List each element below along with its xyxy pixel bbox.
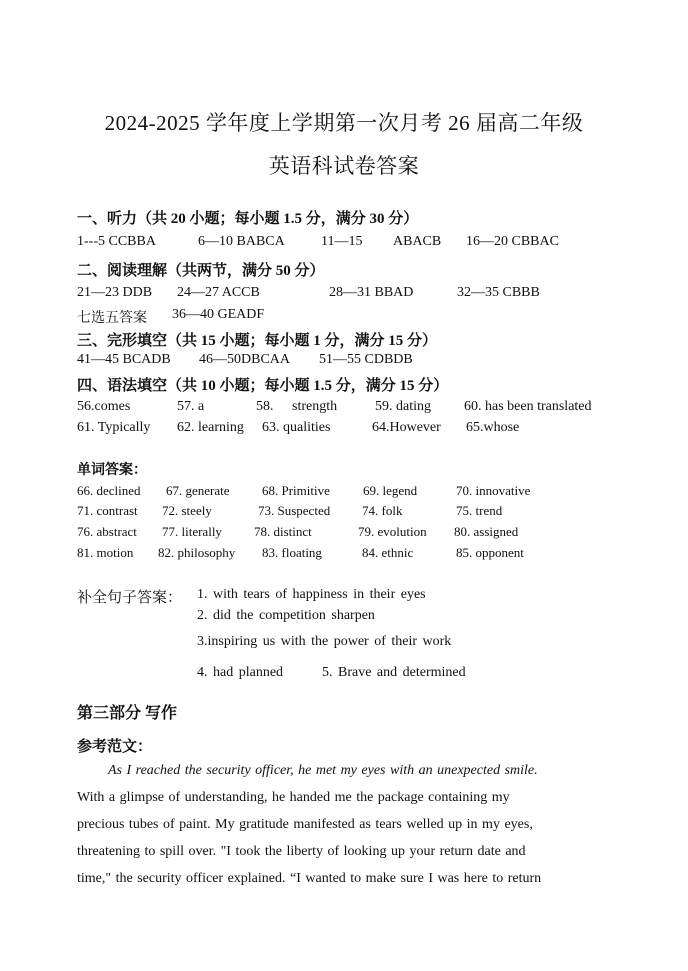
essay-first-line: As I reached the security officer, he met my eyes with an unexpected smile. xyxy=(108,763,538,778)
grammar-answer: 64.However xyxy=(372,420,441,435)
grammar-answer: 57. a xyxy=(177,399,205,414)
vocab-answer: 81. motion xyxy=(77,545,134,560)
reading-answer: 28—31 BBAD xyxy=(329,285,414,300)
essay-line: precious tubes of paint. My gratitude manifested as tears welled up in my eyes, xyxy=(77,817,533,832)
vocab-answer: 80. assigned xyxy=(454,524,519,539)
reading-answer: 21—23 DDB xyxy=(77,285,153,300)
sentence-answer: 5. Brave and determined xyxy=(322,665,466,680)
cloze-answer: 51—55 CDBDB xyxy=(319,352,413,367)
grammar-answer: 61. Typically xyxy=(77,420,151,435)
vocab-answer: 73. Suspected xyxy=(258,503,331,518)
grammar-answer: 62. learning xyxy=(177,420,244,435)
sentence-answer: 2. did the competition sharpen xyxy=(197,608,375,623)
section-listening-heading: 一、听力（共 20 小题；每小题 1.5 分，满分 30 分） xyxy=(77,211,419,227)
vocab-answer: 68. Primitive xyxy=(262,483,330,498)
grammar-answer: 65.whose xyxy=(466,420,520,435)
vocab-answer: 77. literally xyxy=(162,524,222,539)
section-cloze-heading: 三、完形填空（共 15 小题；每小题 1 分，满分 15 分） xyxy=(77,333,438,349)
grammar-answer: 60. has been translated xyxy=(464,399,592,414)
listening-answer: 1---5 CCBBA xyxy=(77,234,156,249)
seven-choose-five-answer: 36—40 GEADF xyxy=(172,307,265,322)
grammar-answer: strength xyxy=(292,399,338,414)
seven-choose-five-label: 七选五答案 xyxy=(77,311,147,326)
sentence-completion-label: 补全句子答案： xyxy=(77,590,183,606)
section-reading-heading: 二、阅读理解（共两节，满分 50 分） xyxy=(77,263,325,279)
listening-answer: ABACB xyxy=(393,234,442,249)
vocab-heading: 单词答案： xyxy=(77,463,147,478)
vocab-answer: 74. folk xyxy=(362,503,403,518)
vocab-answer: 70. innovative xyxy=(456,483,531,498)
vocab-answer: 72. steely xyxy=(162,503,212,518)
vocab-answer: 85. opponent xyxy=(456,545,524,560)
vocab-answer: 76. abstract xyxy=(77,524,137,539)
sample-essay-label: 参考范文： xyxy=(77,739,153,755)
vocab-answer: 69. legend xyxy=(363,483,418,498)
vocab-answer: 79. evolution xyxy=(358,524,427,539)
vocab-answer: 75. trend xyxy=(456,503,503,518)
reading-answer: 24—27 ACCB xyxy=(177,285,260,300)
grammar-answer: 58. xyxy=(256,399,274,414)
essay-line: With a glimpse of understanding, he handed me the package containing my xyxy=(77,790,510,805)
listening-answer: 11—15 xyxy=(321,234,363,249)
listening-answer: 6—10 BABCA xyxy=(198,234,285,249)
writing-part-heading: 第三部分 写作 xyxy=(77,705,178,722)
vocab-answer: 84. ethnic xyxy=(362,545,414,560)
vocab-answer: 66. declined xyxy=(77,483,141,498)
listening-answer: 16—20 CBBAC xyxy=(466,234,559,249)
grammar-answer: 63. qualities xyxy=(262,420,331,435)
sentence-answer: 3.inspiring us with the power of their work xyxy=(197,634,452,649)
grammar-answer: 56.comes xyxy=(77,399,131,414)
section-grammar-heading: 四、语法填空（共 10 小题；每小题 1.5 分，满分 15 分） xyxy=(77,378,449,394)
vocab-answer: 78. distinct xyxy=(254,524,312,539)
cloze-answer: 41—45 BCADB xyxy=(77,352,171,367)
sentence-answer: 1. with tears of happiness in their eyes xyxy=(197,587,426,602)
vocab-answer: 82. philosophy xyxy=(158,545,236,560)
essay-line: time," the security officer explained. “I wanted to make sure I was here to return xyxy=(77,871,542,886)
sentence-answer: 4. had planned xyxy=(197,665,284,680)
essay-line: threatening to spill over. "I took the liberty of looking up your return date and xyxy=(77,844,526,859)
vocab-answer: 83. floating xyxy=(262,545,322,560)
cloze-answer: 46—50DBCAA xyxy=(199,352,291,367)
document-title: 2024-2025 学年度上学期第一次月考 26 届高二年级 xyxy=(104,111,584,135)
grammar-answer: 59. dating xyxy=(375,399,431,414)
document-subtitle: 英语科试卷答案 xyxy=(268,154,420,178)
reading-answer: 32—35 CBBB xyxy=(457,285,540,300)
vocab-answer: 67. generate xyxy=(166,483,230,498)
vocab-answer: 71. contrast xyxy=(77,503,138,518)
